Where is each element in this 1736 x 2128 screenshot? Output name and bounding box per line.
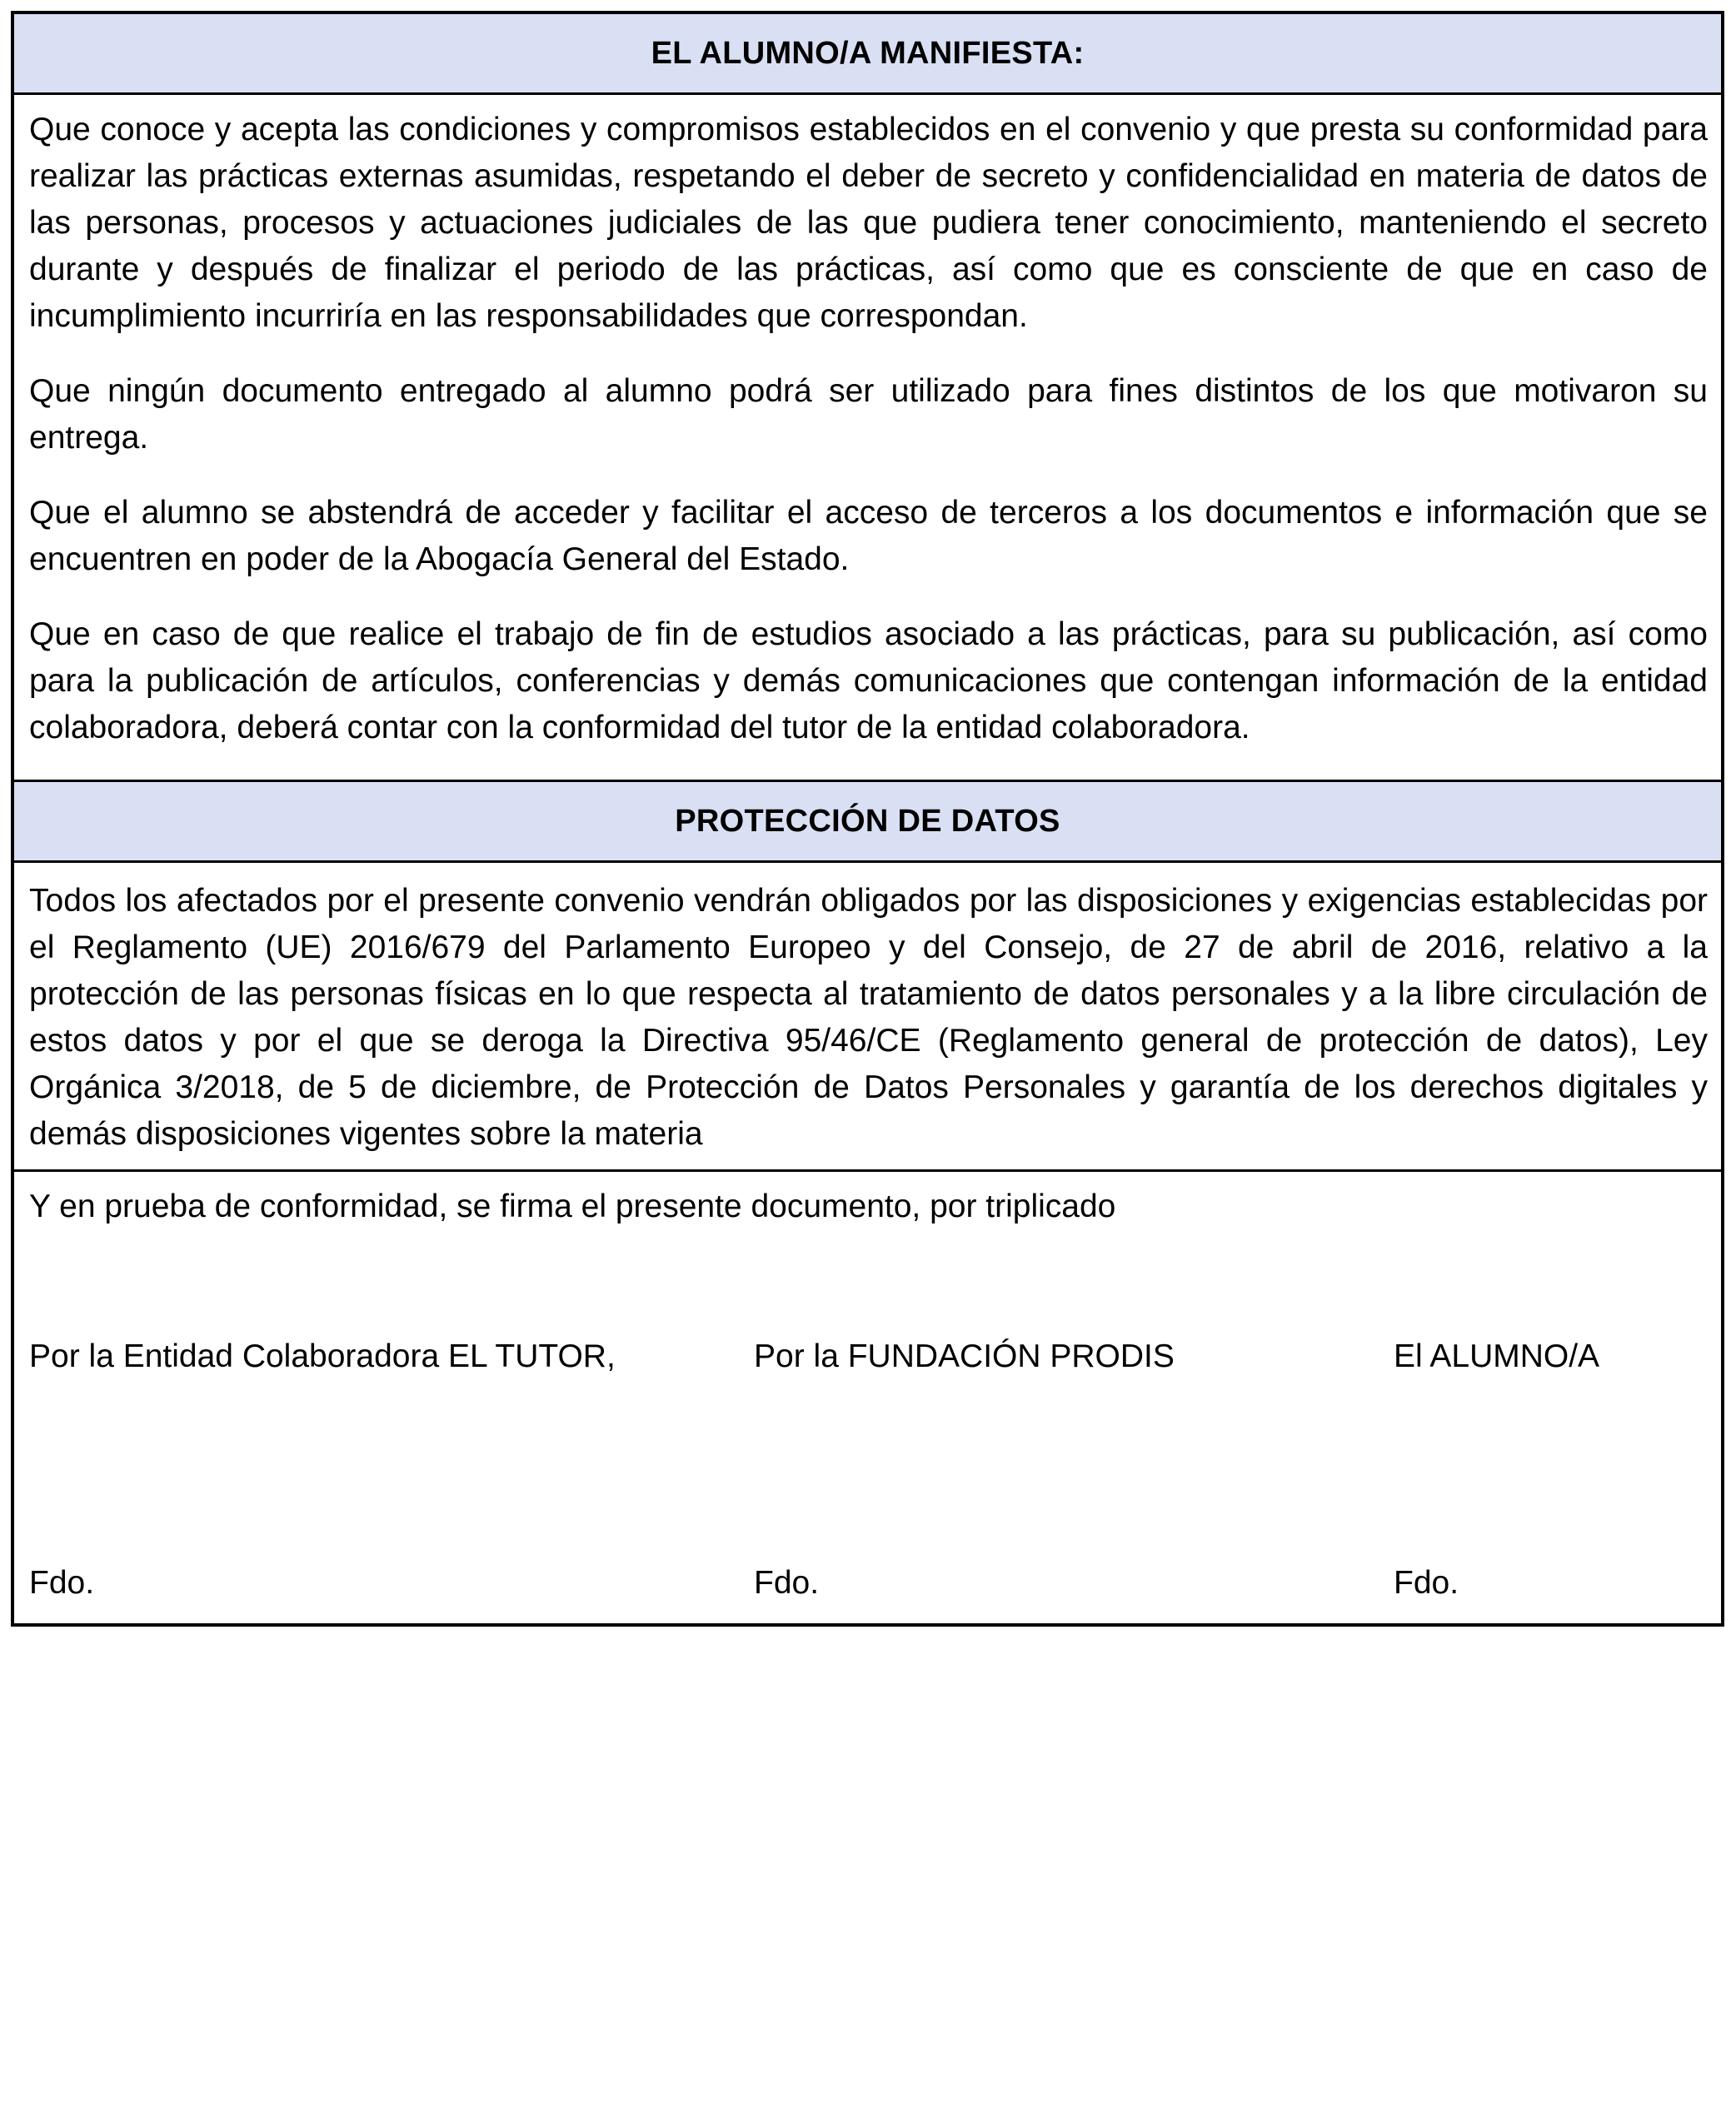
manifiesta-paragraph-2: Que ningún documento entregado al alumno podrá ser utilizado para fines distintos de los que motivaron su entrega. xyxy=(29,373,1708,456)
signatory-fundacion: Por la FUNDACIÓN PRODIS xyxy=(754,1338,1175,1374)
manifiesta-heading: EL ALUMNO/A MANIFIESTA: xyxy=(14,14,1721,95)
document-table xyxy=(11,11,1724,1627)
manifiesta-section xyxy=(14,95,1721,780)
fdo-alumno: Fdo. xyxy=(1394,1565,1459,1601)
signatory-alumno: El ALUMNO/A xyxy=(1394,1338,1600,1374)
signature-intro: Y en prueba de conformidad, se firma el presente documento, por triplicado xyxy=(29,1189,1116,1224)
manifiesta-paragraph-4: Que en caso de que realice el trabajo de fin de estudios asociado a las prácticas, para su publicación, así como para la publicación de artículos, conferencias y demás comunicaciones que contengan información de la entidad colaboradora, deberá contar con la conformidad del tutor de la entidad colaboradora. xyxy=(29,616,1708,745)
fdo-fundacion: Fdo. xyxy=(754,1565,820,1601)
signatory-entidad: Por la Entidad Colaboradora EL TUTOR, xyxy=(29,1338,616,1374)
proteccion-heading: PROTECCIÓN DE DATOS xyxy=(14,780,1721,863)
proteccion-section xyxy=(14,863,1721,1172)
manifiesta-paragraph-1: Que conoce y acepta las condiciones y compromisos establecidos en el convenio y que presta su conformidad para realizar las prácticas externas asumidas, respetando el deber de secreto y confidencialidad en materia de datos de las personas, procesos y actuaciones judiciales de las que pudiera tener conocimiento, manteniendo el secreto durante y después de finalizar el periodo de las prácticas, así como que es consciente de que en caso de incumplimiento incurriría en las responsabilidades que correspondan. xyxy=(29,112,1708,334)
fdo-entidad: Fdo. xyxy=(29,1565,95,1601)
proteccion-paragraph: Todos los afectados por el presente convenio vendrán obligados por las disposiciones y exigencias establecidas por el Reglamento (UE) 2016/679 del Parlamento Europeo y del Consejo, de 27 de abril de 2016, relativo a la protección de las personas físicas en lo que respecta al tratamiento de datos personales y a la libre circulación de estos datos y por el que se deroga la Directiva 95/46/CE (Reglamento general de protección de datos), Ley Orgánica 3/2018, de 5 de diciembre, de Protección de Datos Personales y garantía de los derechos digitales y demás disposiciones vigentes sobre la materia xyxy=(29,883,1708,1152)
signature-block xyxy=(14,1172,1721,1623)
manifiesta-paragraph-3: Que el alumno se abstendrá de acceder y facilitar el acceso de terceros a los documentos e información que se encuentren en poder de la Abogacía General del Estado. xyxy=(29,495,1708,577)
